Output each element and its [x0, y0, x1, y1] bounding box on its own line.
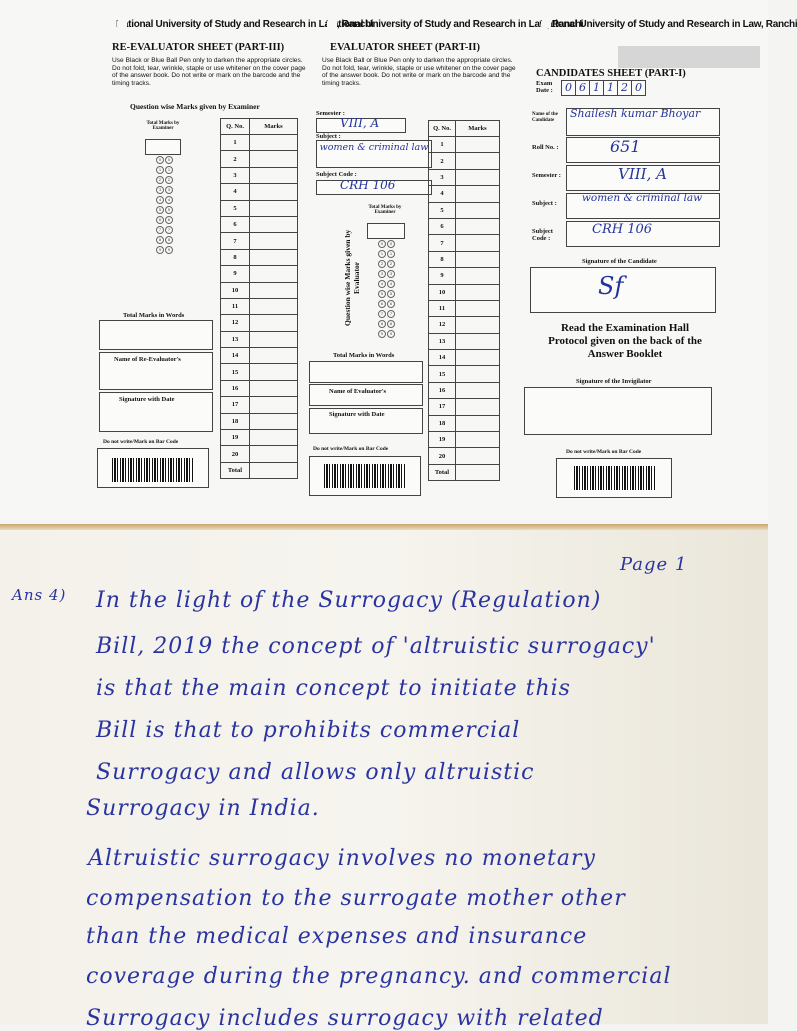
question-number: 7	[221, 233, 250, 249]
table-row	[429, 153, 500, 169]
digit-bubble[interactable]: 4	[378, 280, 386, 288]
re-signature-label: Signature with Date	[119, 396, 175, 403]
question-number: 6	[429, 218, 456, 234]
marks-cell[interactable]	[250, 167, 298, 183]
marks-cell[interactable]	[250, 397, 298, 413]
evaluator-instructions: Use Black Ball or Blue Pen only to darken the appropriate circles. Do not fold, tear, wrinkle, staple or use whitener on the cover page of the answer book. Do not write or mark on the barcode and the timing tracks.	[322, 57, 516, 87]
re-total-marks-digits[interactable]	[145, 139, 181, 155]
digit-bubble[interactable]: 9	[156, 246, 164, 254]
question-number: 3	[221, 167, 250, 183]
question-number: 1	[429, 137, 456, 153]
table-row	[221, 249, 298, 265]
exam-date-label: Exam Date :	[536, 80, 553, 94]
table-row	[221, 446, 298, 462]
cand-semester-label: Semester :	[532, 172, 561, 179]
eval-subject-code-label: Subject Code :	[316, 171, 357, 178]
handwritten-line: Bill, 2019 the concept of 'altruistic surrogacy'	[96, 634, 656, 659]
university-name: National University of Study and Research in Law, Ranchi	[540, 18, 797, 30]
table-row	[429, 399, 500, 415]
eval-total-in-words-label: Total Marks in Words	[333, 352, 395, 359]
digit-bubble[interactable]: 3	[387, 270, 395, 278]
digit-bubble[interactable]: 2	[378, 260, 386, 268]
question-number: 3	[429, 169, 456, 185]
table-row	[429, 137, 500, 153]
question-number: 8	[221, 249, 250, 265]
cand-subject-label: Subject :	[532, 200, 557, 207]
table-row	[221, 135, 298, 151]
digit-bubble[interactable]: 7	[387, 310, 395, 318]
answer-page	[0, 524, 768, 1031]
question-number: 14	[429, 350, 456, 366]
marks-cell[interactable]	[456, 448, 500, 464]
table-row	[221, 331, 298, 347]
digit-bubble[interactable]: 7	[165, 226, 173, 234]
re-barcode-note: Do not write/Mark on Bar Code	[103, 439, 179, 445]
digit-bubble[interactable]: 0	[387, 240, 395, 248]
table-row	[429, 300, 500, 316]
marks-cell[interactable]	[456, 284, 500, 300]
question-number: 6	[221, 216, 250, 232]
candidate-name-label: Name of the Candidate	[532, 112, 558, 123]
table-row	[221, 298, 298, 314]
marks-cell[interactable]	[250, 184, 298, 200]
table-row	[221, 167, 298, 183]
table-row	[221, 216, 298, 232]
digit-bubble[interactable]: 5	[378, 290, 386, 298]
table-row	[429, 218, 500, 234]
table-row	[221, 364, 298, 380]
question-number: 4	[429, 186, 456, 202]
cand-semester-value: VIII, A	[618, 165, 667, 183]
eval-marks-table	[428, 120, 500, 481]
marks-cell[interactable]	[250, 348, 298, 364]
cand-barcode-note: Do not write/Mark on Bar Code	[566, 449, 642, 455]
digit-bubble[interactable]: 5	[165, 206, 173, 214]
handwritten-line: Surrogacy and allows only altruistic	[96, 760, 535, 785]
marks-cell[interactable]	[250, 315, 298, 331]
eval-total-marks-digits[interactable]	[367, 223, 405, 239]
eval-subject-code-value: CRH 106	[340, 178, 396, 192]
question-number: 9	[221, 266, 250, 282]
marks-cell[interactable]	[250, 151, 298, 167]
digit-bubble[interactable]: 9	[387, 330, 395, 338]
question-number: 19	[429, 432, 456, 448]
digit-bubble[interactable]: 4	[165, 196, 173, 204]
table-row	[221, 200, 298, 216]
digit-bubble[interactable]: 7	[156, 226, 164, 234]
exam-date-boxes[interactable]	[561, 80, 645, 96]
eval-barcode-note: Do not write/Mark on Bar Code	[313, 446, 389, 452]
question-number: 11	[429, 300, 456, 316]
re-total-in-words-box[interactable]	[99, 320, 213, 350]
marks-header: Marks	[456, 121, 500, 137]
table-row	[429, 284, 500, 300]
question-number: 12	[429, 317, 456, 333]
table-row	[429, 333, 500, 349]
handwritten-line: is that the main concept to initiate this	[96, 676, 571, 701]
table-row	[221, 315, 298, 331]
exam-date-digit[interactable]: 1	[589, 80, 604, 96]
marks-cell[interactable]	[456, 153, 500, 169]
question-number: 19	[221, 430, 250, 446]
question-number: 8	[429, 251, 456, 267]
eval-bubble-grid[interactable]	[369, 240, 395, 338]
invigilator-signature-box[interactable]	[524, 387, 712, 435]
digit-bubble[interactable]: 8	[378, 320, 386, 328]
question-number: 7	[429, 235, 456, 251]
digit-bubble[interactable]: 4	[156, 196, 164, 204]
question-number: 10	[221, 282, 250, 298]
exam-date-digit[interactable]: 0	[631, 80, 646, 96]
roll-value: 651	[610, 137, 641, 156]
candidate-sheet	[536, 14, 797, 34]
q-no-header: Q. No.	[221, 119, 250, 135]
table-row	[429, 448, 500, 464]
table-row	[221, 233, 298, 249]
table-row	[221, 380, 298, 396]
re-total-in-words-label: Total Marks in Words	[123, 312, 185, 319]
digit-bubble[interactable]: 0	[378, 240, 386, 248]
digit-bubble[interactable]: 8	[165, 236, 173, 244]
total-label: Total	[429, 464, 456, 480]
table-row	[221, 348, 298, 364]
exam-date-digit[interactable]: 1	[603, 80, 618, 96]
question-number: 9	[429, 268, 456, 284]
question-number: 4	[221, 184, 250, 200]
marks-cell[interactable]	[250, 413, 298, 429]
marks-cell[interactable]	[250, 430, 298, 446]
marks-cell[interactable]	[250, 249, 298, 265]
marks-cell[interactable]	[456, 415, 500, 431]
marks-cell[interactable]	[250, 364, 298, 380]
re-total-marks-box-label: Total Marks by Examiner	[146, 121, 180, 131]
table-row	[429, 415, 500, 431]
marks-cell[interactable]	[456, 366, 500, 382]
question-number: 13	[429, 333, 456, 349]
marks-cell[interactable]	[250, 266, 298, 282]
university-name: National University of Study and Research in Law, Ranchi	[326, 18, 584, 30]
marks-cell[interactable]	[456, 202, 500, 218]
marks-cell[interactable]	[456, 350, 500, 366]
marks-cell[interactable]	[456, 169, 500, 185]
roll-label: Roll No. :	[532, 144, 559, 151]
cand-subject-value: women & criminal law	[581, 192, 703, 204]
re-bubble-grid[interactable]	[147, 156, 173, 254]
digit-bubble[interactable]: 7	[378, 310, 386, 318]
answer-tag: Ans 4)	[12, 586, 67, 604]
q-no-header: Q. No.	[429, 121, 456, 137]
table-row	[221, 282, 298, 298]
digit-bubble[interactable]: 2	[165, 176, 173, 184]
digit-bubble[interactable]: 2	[387, 260, 395, 268]
table-row	[429, 350, 500, 366]
handwritten-line: compensation to the surrogate mother other	[86, 886, 626, 911]
total-label: Total	[221, 462, 250, 478]
table-row	[221, 151, 298, 167]
digit-bubble[interactable]: 1	[378, 250, 386, 258]
marks-cell[interactable]	[456, 399, 500, 415]
digit-bubble[interactable]: 6	[387, 300, 395, 308]
marks-cell[interactable]	[456, 235, 500, 251]
page-number: Page 1	[620, 554, 688, 575]
marks-cell[interactable]	[456, 137, 500, 153]
total-cell[interactable]	[250, 462, 298, 478]
table-row	[221, 430, 298, 446]
marks-cell[interactable]	[456, 268, 500, 284]
marks-cell[interactable]	[456, 300, 500, 316]
cand-barcode	[574, 466, 656, 490]
roll-box[interactable]	[566, 137, 720, 163]
eval-total-marks-box-label: Total Marks by Examiner	[368, 205, 402, 215]
digit-bubble[interactable]: 9	[165, 246, 173, 254]
eval-signature-label: Signature with Date	[329, 411, 385, 418]
barcode-strip-top	[618, 46, 760, 68]
question-number: 16	[221, 380, 250, 396]
evaluator-title: EVALUATOR SHEET (PART-II)	[330, 42, 480, 53]
marks-header: Marks	[250, 119, 298, 135]
question-number: 5	[429, 202, 456, 218]
table-row	[429, 251, 500, 267]
eval-subject-value: women & criminal law	[319, 142, 429, 153]
re-evaluator-sheet	[112, 14, 374, 87]
marks-cell[interactable]	[456, 382, 500, 398]
digit-bubble[interactable]: 4	[387, 280, 395, 288]
question-number: 18	[429, 415, 456, 431]
question-number: 16	[429, 382, 456, 398]
eval-subject-label: Subject :	[316, 133, 341, 140]
table-row	[429, 268, 500, 284]
marks-cell[interactable]	[456, 186, 500, 202]
cand-subject-code-value: CRH 106	[592, 222, 653, 237]
digit-bubble[interactable]: 1	[156, 166, 164, 174]
table-row	[221, 184, 298, 200]
handwritten-line: Altruistic surrogacy involves no monetary	[88, 846, 596, 871]
digit-bubble[interactable]: 3	[156, 186, 164, 194]
question-number: 2	[221, 151, 250, 167]
question-number: 10	[429, 284, 456, 300]
marks-cell[interactable]	[250, 298, 298, 314]
question-number: 13	[221, 331, 250, 347]
marks-cell[interactable]	[456, 333, 500, 349]
handwritten-line: Surrogacy includes surrogacy with related	[86, 1006, 604, 1031]
candidate-name-value: Shailesh kumar Bhoyar	[570, 107, 701, 120]
marks-cell[interactable]	[250, 331, 298, 347]
digit-bubble[interactable]: 8	[387, 320, 395, 328]
question-number: 20	[221, 446, 250, 462]
question-number: 18	[221, 413, 250, 429]
digit-bubble[interactable]: 0	[165, 156, 173, 164]
table-row	[429, 317, 500, 333]
handwritten-line: In the light of the Surrogacy (Regulation)	[96, 588, 602, 613]
question-number: 14	[221, 348, 250, 364]
candidate-signature-label: Signature of the Candidate	[582, 258, 657, 265]
re-evaluator-instructions: Use Black or Blue Ball Pen only to darken the appropriate circles. Do not fold, tear, wrinkle, staple or use whitener on the cover page of the answer book. Do not write or mark on the barcode and the timing tracks.	[112, 57, 306, 87]
handwritten-line: Surrogacy in India.	[86, 796, 320, 821]
table-row	[429, 169, 500, 185]
digit-bubble[interactable]: 2	[156, 176, 164, 184]
table-row	[429, 366, 500, 382]
question-number: 17	[429, 399, 456, 415]
digit-bubble[interactable]: 9	[378, 330, 386, 338]
question-number: 1	[221, 135, 250, 151]
eval-barcode	[324, 464, 406, 488]
cand-subject-code-label: Subject Code :	[532, 228, 553, 242]
question-number: 20	[429, 448, 456, 464]
handwritten-line: Bill is that to prohibits commercial	[96, 718, 521, 743]
handwritten-line: coverage during the pregnancy. and commercial	[86, 964, 672, 989]
candidate-title: CANDIDATES SHEET (PART-I)	[536, 68, 686, 79]
university-name: National University of Study and Research in Law, Ranchi	[116, 18, 374, 30]
table-row	[221, 413, 298, 429]
invigilator-signature-label: Signature of the Invigilator	[576, 378, 652, 385]
exam-date-digit[interactable]: 6	[575, 80, 590, 96]
total-cell[interactable]	[456, 464, 500, 480]
digit-bubble[interactable]: 6	[156, 216, 164, 224]
marks-cell[interactable]	[250, 233, 298, 249]
marks-cell[interactable]	[250, 216, 298, 232]
qwise-heading: Question wise Marks given by Examiner	[130, 102, 260, 111]
re-barcode	[112, 458, 194, 482]
marks-cell[interactable]	[250, 135, 298, 151]
digit-bubble[interactable]: 3	[165, 186, 173, 194]
digit-bubble[interactable]: 6	[378, 300, 386, 308]
marks-cell[interactable]	[456, 251, 500, 267]
digit-bubble[interactable]: 5	[156, 206, 164, 214]
candidate-signature: Sf	[598, 272, 624, 300]
table-row	[429, 186, 500, 202]
digit-bubble[interactable]: 3	[378, 270, 386, 278]
question-number: 17	[221, 397, 250, 413]
exam-date-digit[interactable]: 2	[617, 80, 632, 96]
digit-bubble[interactable]: 1	[387, 250, 395, 258]
exam-date-digit[interactable]: 0	[561, 80, 576, 96]
table-row	[429, 202, 500, 218]
eval-vertical-label: Question wise Marks given by Evaluator	[343, 229, 361, 327]
digit-bubble[interactable]: 1	[165, 166, 173, 174]
handwritten-line: than the medical expenses and insurance	[86, 924, 588, 949]
re-marks-table	[220, 118, 298, 479]
digit-bubble[interactable]: 5	[387, 290, 395, 298]
digit-bubble[interactable]: 0	[156, 156, 164, 164]
question-number: 15	[429, 366, 456, 382]
table-row	[429, 235, 500, 251]
table-row	[429, 432, 500, 448]
digit-bubble[interactable]: 6	[165, 216, 173, 224]
eval-total-in-words-box[interactable]	[309, 361, 423, 383]
question-number: 15	[221, 364, 250, 380]
eval-semester-value: VIII, A	[340, 116, 380, 130]
question-number: 11	[221, 298, 250, 314]
marks-cell[interactable]	[456, 432, 500, 448]
marks-cell[interactable]	[250, 282, 298, 298]
marks-cell[interactable]	[456, 317, 500, 333]
question-number: 5	[221, 200, 250, 216]
re-evaluator-title: RE-EVALUATOR SHEET (PART-III)	[112, 42, 285, 53]
marks-cell[interactable]	[250, 380, 298, 396]
table-row	[221, 266, 298, 282]
marks-cell[interactable]	[250, 200, 298, 216]
re-evaluator-name-label: Name of Re-Evaluator's	[114, 356, 181, 363]
table-row	[221, 397, 298, 413]
eval-semester-label: Semester :	[316, 110, 345, 117]
marks-cell[interactable]	[456, 218, 500, 234]
question-number: 12	[221, 315, 250, 331]
table-row	[429, 382, 500, 398]
protocol-note: Read the Examination Hall Protocol given on the back of the Answer Booklet	[548, 322, 702, 360]
marks-cell[interactable]	[250, 446, 298, 462]
question-number: 2	[429, 153, 456, 169]
digit-bubble[interactable]: 8	[156, 236, 164, 244]
evaluator-name-label: Name of Evaluator's	[329, 388, 387, 395]
